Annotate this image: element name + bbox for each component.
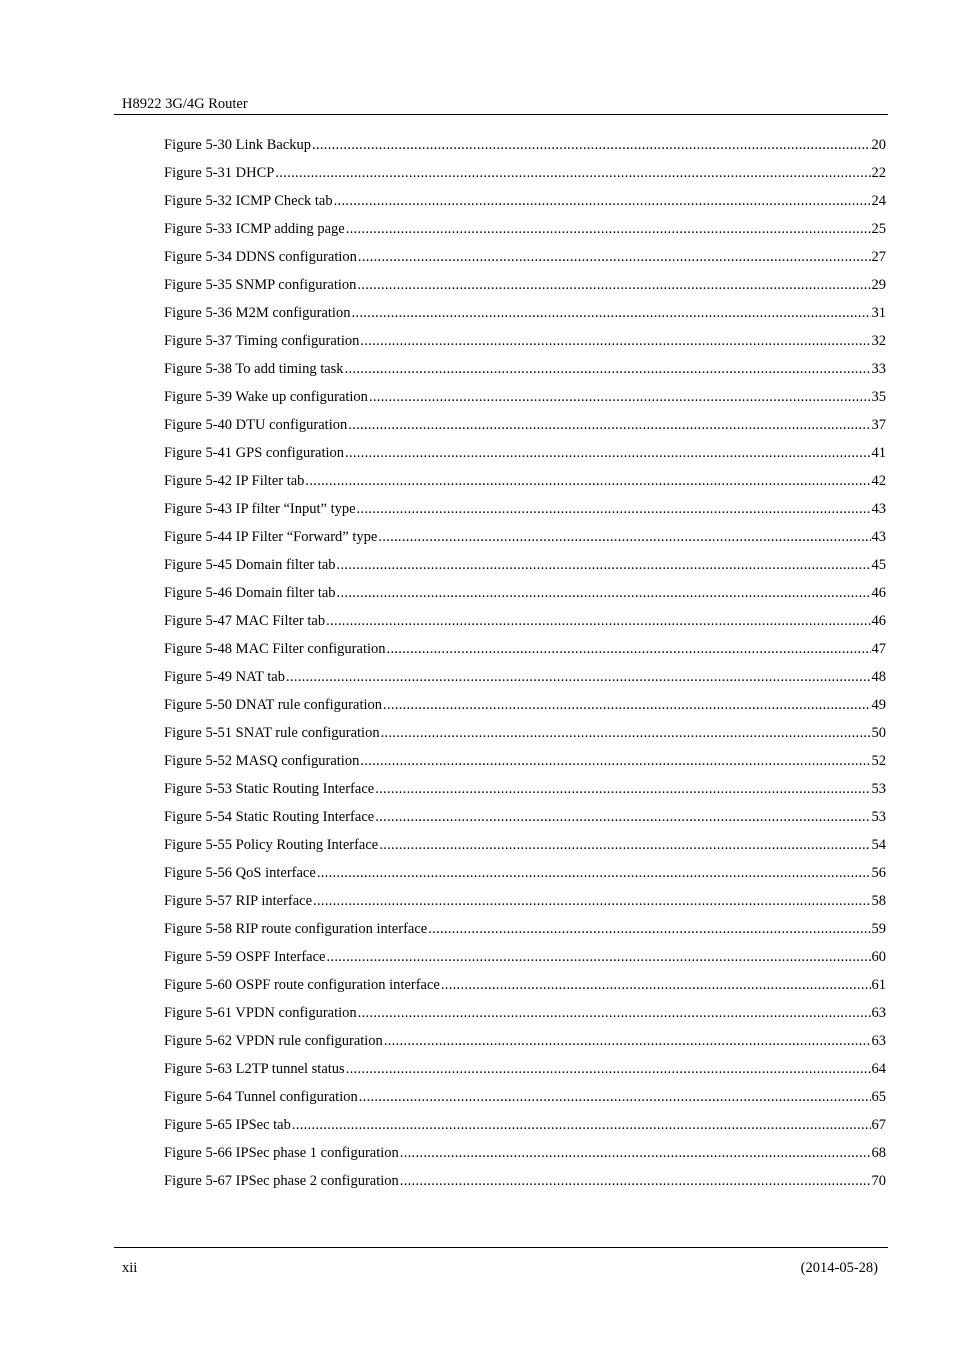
toc-entry-page: 70 [871,1173,886,1189]
toc-entry[interactable] [164,247,886,275]
toc-entry-page: 64 [871,1061,886,1077]
toc-entry-label: Figure 5-37 Timing configuration [164,333,360,349]
toc-entry-page: 42 [871,473,886,489]
dot-leader [358,247,871,267]
toc-entry-page: 45 [871,557,886,573]
toc-entry-page: 59 [871,921,886,937]
toc-entry[interactable] [164,443,886,471]
toc-entry[interactable] [164,779,886,807]
toc-entry-page: 67 [871,1117,886,1133]
dot-leader [346,219,871,239]
toc-entry[interactable] [164,583,886,611]
toc-entry[interactable] [164,723,886,751]
toc-entry[interactable] [164,639,886,667]
toc-entry-label: Figure 5-65 IPSec tab [164,1117,291,1133]
toc-entry-label: Figure 5-60 OSPF route configuration interface [164,977,440,993]
toc-entry[interactable] [164,331,886,359]
toc-entry-label: Figure 5-42 IP Filter tab [164,473,305,489]
toc-entry[interactable] [164,1031,886,1059]
toc-entry[interactable] [164,919,886,947]
toc-entry-page: 50 [871,725,886,741]
dot-leader [337,583,871,603]
toc-entry-label: Figure 5-48 MAC Filter configuration [164,641,386,657]
toc-entry[interactable] [164,1143,886,1171]
toc-entry[interactable] [164,947,886,975]
dot-leader [326,947,870,967]
dot-leader [360,751,870,771]
toc-entry-page: 22 [871,165,886,181]
toc-entry[interactable] [164,471,886,499]
toc-entry-label: Figure 5-63 L2TP tunnel status [164,1061,345,1077]
toc-entry-page: 32 [871,333,886,349]
dot-leader [383,695,871,715]
toc-entry[interactable] [164,415,886,443]
toc-entry-label: Figure 5-43 IP filter “Input” type [164,501,356,517]
toc-entry-label: Figure 5-30 Link Backup [164,137,311,153]
toc-entry-label: Figure 5-45 Domain filter tab [164,557,336,573]
footer-date: (2014-05-28) [800,1260,878,1276]
dot-leader [360,331,870,351]
toc-entry-label: Figure 5-57 RIP interface [164,893,313,909]
toc-entry-label: Figure 5-36 M2M configuration [164,305,351,321]
dot-leader [384,1031,871,1051]
dot-leader [441,975,871,995]
toc-entry-page: 56 [871,865,886,881]
toc-entry-page: 58 [871,893,886,909]
dot-leader [312,135,871,155]
toc-entry[interactable] [164,1059,886,1087]
toc-entry-label: Figure 5-31 DHCP [164,165,275,181]
toc-entry[interactable] [164,387,886,415]
toc-entry-label: Figure 5-66 IPSec phase 1 configuration [164,1145,399,1161]
toc-entry[interactable] [164,751,886,779]
list-of-figures [164,135,886,1199]
toc-entry[interactable] [164,191,886,219]
toc-entry-page: 53 [871,781,886,797]
dot-leader [334,191,871,211]
toc-entry-label: Figure 5-51 SNAT rule configuration [164,725,380,741]
dot-leader [357,499,871,519]
toc-entry-page: 27 [871,249,886,265]
toc-entry[interactable] [164,611,886,639]
toc-entry-page: 54 [871,837,886,853]
dot-leader [345,359,871,379]
toc-entry[interactable] [164,499,886,527]
toc-entry[interactable] [164,135,886,163]
dot-leader [378,527,870,547]
page-footer [114,1247,888,1278]
toc-entry[interactable] [164,275,886,303]
toc-entry[interactable] [164,163,886,191]
toc-entry[interactable] [164,527,886,555]
dot-leader [326,611,870,631]
toc-entry-label: Figure 5-55 Policy Routing Interface [164,837,379,853]
toc-entry-page: 48 [871,669,886,685]
toc-entry-page: 24 [871,193,886,209]
dot-leader [369,387,871,407]
toc-entry-label: Figure 5-46 Domain filter tab [164,585,336,601]
toc-entry-page: 43 [871,501,886,517]
toc-entry-page: 43 [871,529,886,545]
toc-entry-label: Figure 5-35 SNMP configuration [164,277,357,293]
dot-leader [359,1087,871,1107]
dot-leader [428,919,870,939]
toc-entry[interactable] [164,1115,886,1143]
dot-leader [400,1143,871,1163]
toc-entry[interactable] [164,1171,886,1199]
toc-entry[interactable] [164,219,886,247]
toc-entry-page: 37 [871,417,886,433]
toc-entry-label: Figure 5-54 Static Routing Interface [164,809,375,825]
toc-entry[interactable] [164,1087,886,1115]
dot-leader [381,723,871,743]
dot-leader [357,275,870,295]
dot-leader [379,835,870,855]
toc-entry-label: Figure 5-39 Wake up configuration [164,389,368,405]
toc-entry-page: 35 [871,389,886,405]
toc-entry-label: Figure 5-41 GPS configuration [164,445,345,461]
dot-leader [375,807,870,827]
toc-entry[interactable] [164,807,886,835]
dot-leader [348,415,870,435]
dot-leader [292,1115,871,1135]
toc-entry-page: 63 [871,1033,886,1049]
toc-entry-page: 29 [871,277,886,293]
toc-entry[interactable] [164,695,886,723]
toc-entry-label: Figure 5-34 DDNS configuration [164,249,357,265]
footer-page-number: xii [122,1260,138,1276]
toc-entry[interactable] [164,975,886,1003]
dot-leader [387,639,871,659]
toc-entry-page: 33 [871,361,886,377]
toc-entry[interactable] [164,863,886,891]
toc-entry-label: Figure 5-52 MASQ configuration [164,753,360,769]
toc-entry-page: 31 [871,305,886,321]
toc-entry-page: 47 [871,641,886,657]
toc-entry[interactable] [164,835,886,863]
toc-entry-label: Figure 5-56 QoS interface [164,865,316,881]
dot-leader [351,303,870,323]
toc-entry-label: Figure 5-53 Static Routing Interface [164,781,375,797]
toc-entry-label: Figure 5-49 NAT tab [164,669,285,685]
page-header [114,94,888,115]
toc-entry-page: 25 [871,221,886,237]
dot-leader [375,779,870,799]
toc-entry-label: Figure 5-61 VPDN configuration [164,1005,357,1021]
toc-entry-page: 49 [871,697,886,713]
dot-leader [305,471,870,491]
toc-entry-label: Figure 5-40 DTU configuration [164,417,348,433]
toc-entry-label: Figure 5-38 To add timing task [164,361,344,377]
toc-entry[interactable] [164,891,886,919]
header-title: H8922 3G/4G Router [122,96,248,112]
toc-entry-label: Figure 5-64 Tunnel configuration [164,1089,358,1105]
toc-entry-label: Figure 5-59 OSPF Interface [164,949,326,965]
toc-entry-page: 65 [871,1089,886,1105]
toc-entry-page: 20 [871,137,886,153]
toc-entry-page: 61 [871,977,886,993]
dot-leader [400,1171,871,1191]
toc-entry-page: 41 [871,445,886,461]
dot-leader [317,863,871,883]
dot-leader [337,555,871,575]
toc-entry-label: Figure 5-44 IP Filter “Forward” type [164,529,378,545]
dot-leader [346,1059,871,1079]
toc-entry[interactable] [164,303,886,331]
toc-entry-page: 52 [871,753,886,769]
dot-leader [286,667,871,687]
dot-leader [313,891,870,911]
toc-entry-label: Figure 5-50 DNAT rule configuration [164,697,382,713]
dot-leader [275,163,870,183]
toc-entry-page: 46 [871,613,886,629]
toc-entry-label: Figure 5-62 VPDN rule configuration [164,1033,383,1049]
dot-leader [345,443,870,463]
toc-entry[interactable] [164,1003,886,1031]
toc-entry-page: 46 [871,585,886,601]
toc-entry[interactable] [164,359,886,387]
toc-entry-label: Figure 5-47 MAC Filter tab [164,613,326,629]
toc-entry-label: Figure 5-58 RIP route configuration interface [164,921,428,937]
toc-entry[interactable] [164,555,886,583]
toc-entry-page: 68 [871,1145,886,1161]
toc-entry-label: Figure 5-32 ICMP Check tab [164,193,333,209]
toc-entry-label: Figure 5-67 IPSec phase 2 configuration [164,1173,399,1189]
toc-entry[interactable] [164,667,886,695]
toc-entry-page: 53 [871,809,886,825]
dot-leader [358,1003,871,1023]
toc-entry-label: Figure 5-33 ICMP adding page [164,221,345,237]
toc-entry-page: 60 [871,949,886,965]
toc-entry-page: 63 [871,1005,886,1021]
